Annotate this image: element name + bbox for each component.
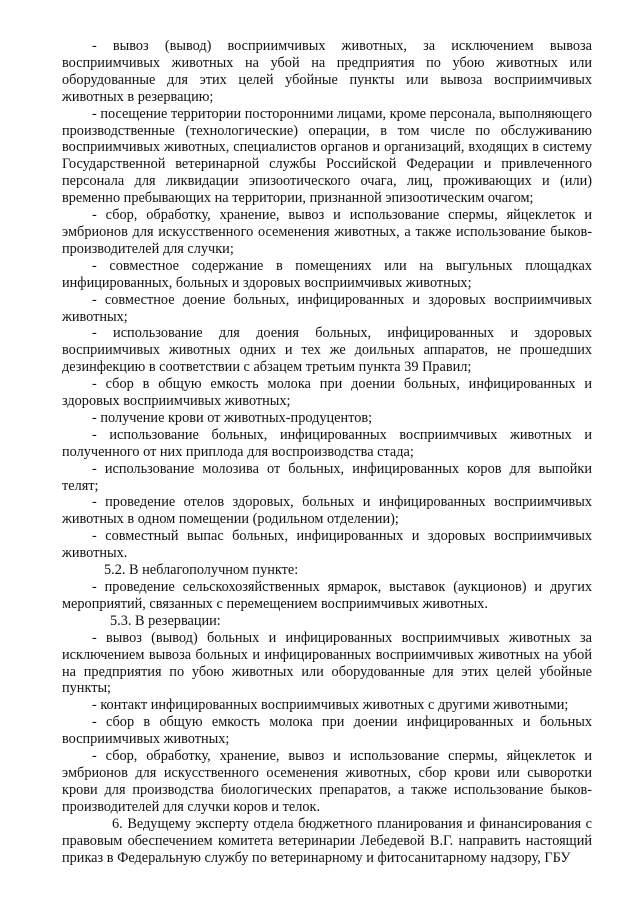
paragraph-item-6: 6. Ведущему эксперту отдела бюджетного планирования и финансирования с правовым обеспечением комитета ветеринарии Лебедевой В.Г. направить настоящий приказ в Федеральную службу по ветеринарному и фитосанитарному надзору, ГБУ xyxy=(62,815,592,866)
paragraph-ban-joint-grazing: - совместный выпас больных, инфицированных и здоровых восприимчивых животных. xyxy=(62,528,592,562)
section-heading-5-2: 5.2. В неблагополучном пункте: xyxy=(104,562,299,579)
paragraph-reservation-contact: - контакт инфицированных восприимчивых животных с другими животными; xyxy=(92,697,569,714)
paragraph-ban-joint-keeping: - совместное содержание в помещениях или на выгульных площадках инфицированных, больных и здоровых восприимчивых животных; xyxy=(62,257,592,291)
paragraph-reservation-milk: - сбор в общую емкость молока при доении инфицированных и больных восприимчивых животных; xyxy=(62,714,592,748)
paragraph-ban-sperm-collection: - сбор, обработку, хранение, вывоз и использование спермы, яйцеклеток и эмбрионов для искусственного осеменения животных, а также использование быков-производителей для случки; xyxy=(62,207,592,257)
paragraph-ban-calving: - проведение отелов здоровых, больных и инфицированных восприимчивых животных в одном помещении (родильном отделении); xyxy=(62,494,592,528)
paragraph-ban-blood-collection: - получение крови от животных-продуцентов; xyxy=(92,409,373,426)
document-page xyxy=(62,38,592,866)
paragraph-ban-visitors: - посещение территории посторонними лицами, кроме персонала, выполняющего производственные (технологические) операции, в том числе по обслуживанию восприимчивых животных, специалистов органов и организаций, входящих в систему Государственной ветеринарной службы Российской Федерации и привлеченного персонала для ликвидации эпизоотического очага, лиц, проживающих и (или) временно пребывающих на территории, признанной эпизоотическим очагом; xyxy=(62,105,592,207)
section-heading-5-3: 5.3. В резервации: xyxy=(110,612,221,629)
paragraph-reservation-sperm: - сбор, обработку, хранение, вывоз и использование спермы, яйцеклеток и эмбрионов для искусственного осеменения животных, сбор крови или сыворотки крови для производства биологических препаратов, а также использование быков-производителей для случки коров и телок. xyxy=(62,748,592,815)
paragraph-ban-joint-milking: - совместное доение больных, инфицированных и здоровых восприимчивых животных; xyxy=(62,291,592,325)
paragraph-ban-removal: - вывоз (вывод) восприимчивых животных, за исключением вывоза восприимчивых животных на убой на предприятия по убою животных или оборудованные для этих целей убойные пункты или вывоза восприимчивых животных в резервацию; xyxy=(62,38,592,105)
paragraph-ban-fairs: - проведение сельскохозяйственных ярмарок, выставок (аукционов) и других мероприятий, связанных с перемещением восприимчивых животных. xyxy=(62,579,592,612)
paragraph-ban-breeding-use: - использование больных, инфицированных восприимчивых животных и полученного от них приплода для воспроизводства стада; xyxy=(62,426,592,460)
paragraph-reservation-removal: - вывоз (вывод) больных и инфицированных восприимчивых животных за исключением вывоза больных и инфицированных восприимчивых животных на убой на предприятия по убою животных или оборудованные для этих целей убойные пункты; xyxy=(62,629,592,697)
paragraph-ban-common-milk-container: - сбор в общую емкость молока при доении больных, инфицированных и здоровых восприимчивых животных; xyxy=(62,376,592,410)
paragraph-ban-shared-milking-devices: - использование для доения больных, инфицированных и здоровых восприимчивых животных одних и тех же доильных аппаратов, не прошедших дезинфекцию в соответствии с абзацем третьим пункта 39 Правил; xyxy=(62,325,592,376)
paragraph-ban-colostrum: - использование молозива от больных, инфицированных коров для выпойки телят; xyxy=(62,460,592,494)
